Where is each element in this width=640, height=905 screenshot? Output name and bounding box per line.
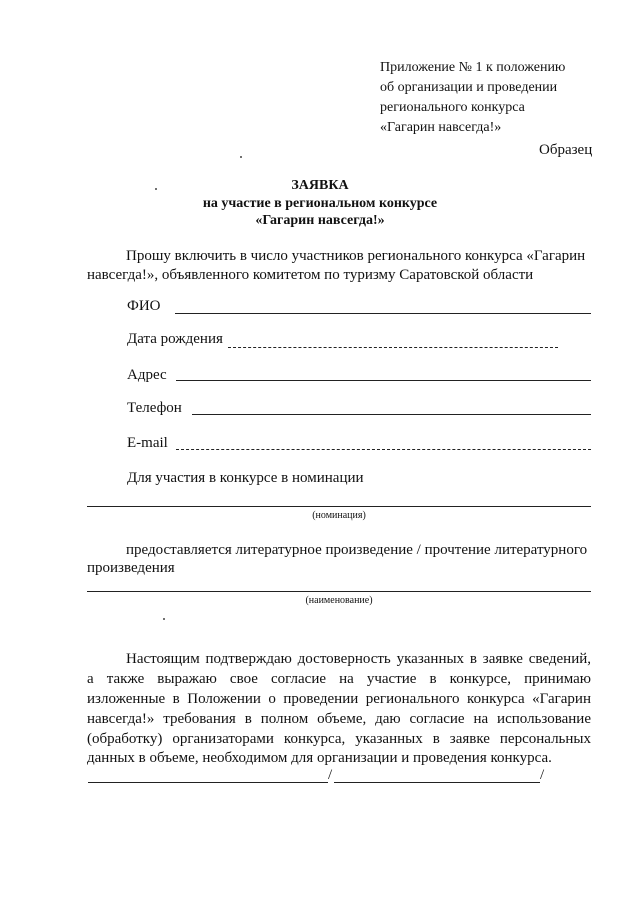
scan-speck (163, 618, 165, 620)
consent-line (87, 709, 591, 729)
nomination-label: Для участия в конкурсе в номинации (127, 470, 364, 486)
nomination-field[interactable] (87, 506, 591, 507)
work-title-field[interactable] (87, 591, 591, 592)
work-title-caption: (наименование) (305, 595, 373, 606)
signature-field[interactable] (88, 782, 328, 783)
consent-text: а также выражаю свое согласие на участие в конкурсе, принимаю (87, 671, 591, 687)
scan-speck (240, 156, 242, 158)
document-subtitle: на участие в региональном конкурсе (202, 196, 438, 211)
appendix-note (380, 58, 565, 138)
consent-text: навсегда!» требования в полном объеме, даю согласие на использование (87, 711, 591, 727)
fio-label: ФИО (127, 298, 161, 314)
nomination-caption: (номинация) (312, 510, 366, 521)
consent-line (87, 748, 552, 768)
signature-slash: / (328, 767, 333, 783)
work-line: предоставляется литературное произведение / прочтение литературного (126, 542, 588, 558)
appendix-line: об организации и проведении (380, 80, 558, 95)
signature-slash: / (540, 767, 545, 783)
email-field[interactable] (176, 449, 591, 450)
consent-line (126, 649, 591, 669)
phone-label: Телефон (127, 400, 182, 416)
consent-text: изложенные в Положении о проведении регионального конкурса «Гагарин (87, 691, 591, 707)
email-label: E-mail (127, 435, 168, 451)
signature-decoding-field[interactable] (334, 782, 540, 783)
phone-field[interactable] (192, 414, 591, 415)
birth-date-field[interactable] (228, 347, 558, 348)
consent-line (87, 669, 591, 689)
appendix-line: регионального конкурса (380, 100, 525, 115)
document-title: ЗАЯВКА (291, 178, 349, 193)
intro-line: навсегда!», объявленного комитетом по туризму Саратовской области (87, 267, 534, 283)
consent-text: Настоящим подтверждаю достоверность указанных в заявке сведений, (126, 651, 591, 667)
appendix-line: Приложение № 1 к положению (380, 60, 566, 75)
consent-line (87, 729, 591, 749)
consent-text: данных в объеме, необходимом для организации и проведения конкурса. (87, 750, 552, 766)
consent-line (87, 689, 591, 709)
address-field[interactable] (176, 380, 591, 381)
sample-label: Образец (539, 142, 593, 158)
contest-name: «Гагарин навсегда!» (255, 213, 385, 228)
work-line: произведения (87, 560, 175, 576)
appendix-line: «Гагарин навсегда!» (380, 120, 502, 135)
birth-date-label: Дата рождения (127, 331, 223, 347)
fio-field[interactable] (175, 313, 591, 314)
consent-text: (обработку) организаторами конкурса, указанных в заявке персональных (87, 731, 591, 747)
intro-line: Прошу включить в число участников регионального конкурса «Гагарин (126, 248, 586, 264)
address-label: Адрес (127, 367, 167, 383)
